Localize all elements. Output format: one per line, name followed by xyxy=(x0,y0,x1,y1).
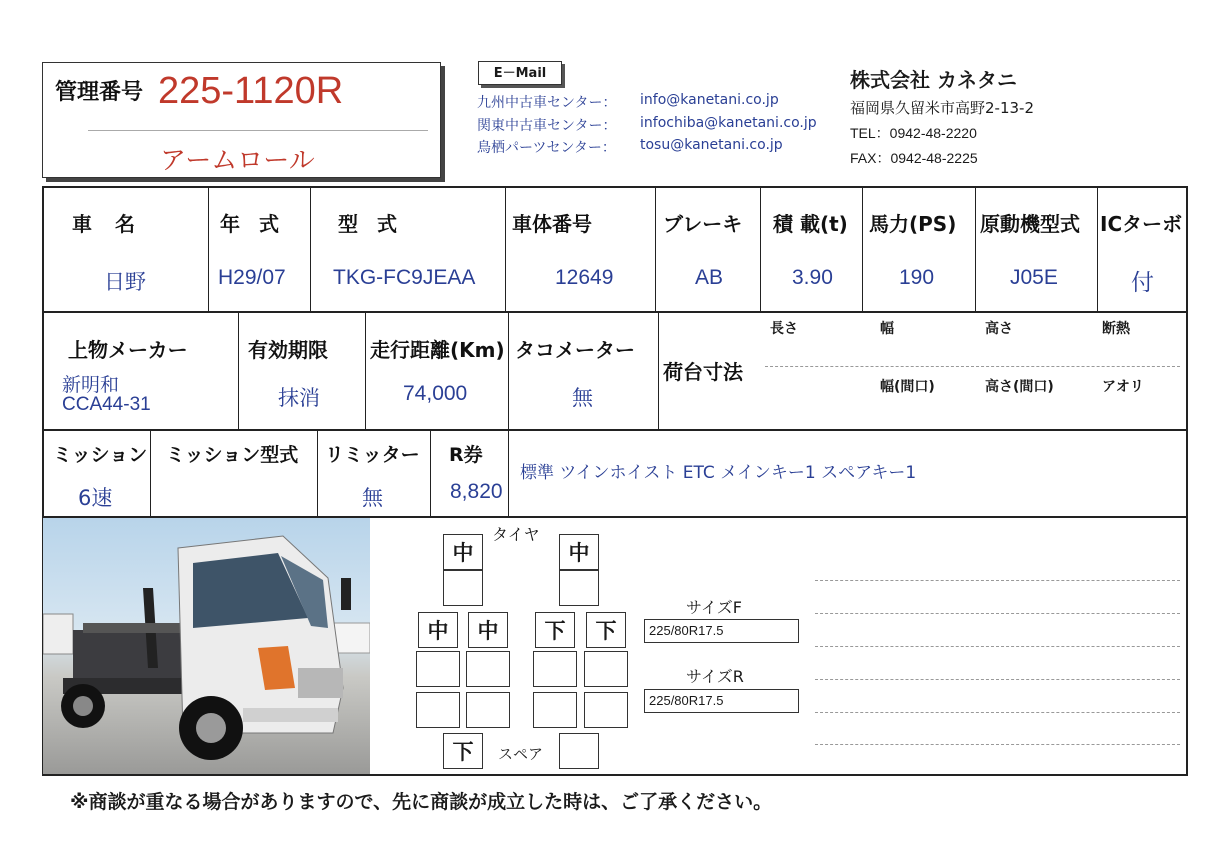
value-car-name: 日野 xyxy=(104,270,146,294)
center-email-tosu[interactable]: tosu@kanetani.co.jp xyxy=(640,137,783,153)
label-expiry: 有効期限 xyxy=(248,338,328,362)
value-r-ticket: 8,820 xyxy=(450,480,503,503)
r1-col-div xyxy=(862,186,863,311)
row-divider-2 xyxy=(42,429,1188,431)
tire-rear-blank xyxy=(533,651,577,687)
tire-rear-blank xyxy=(584,651,628,687)
value-horsepower: 190 xyxy=(899,266,935,289)
dim-insulation: 断熱 xyxy=(1102,321,1130,337)
body-type: アームロール xyxy=(160,146,315,176)
r3-col-div xyxy=(508,429,509,516)
value-ic-turbo: 付 xyxy=(1131,270,1154,296)
row-divider-1 xyxy=(42,311,1188,313)
tire-rear-right-outer: 下 xyxy=(586,612,626,648)
label-horsepower: 馬力(PS) xyxy=(869,212,957,236)
company-fax: FAX：0942-48-2225 xyxy=(850,150,978,166)
label-size-rear: サイズR xyxy=(686,667,744,686)
notes-line xyxy=(815,646,1180,647)
value-body-maker-line1: 新明和 xyxy=(62,374,120,396)
value-tachometer: 無 xyxy=(572,386,593,410)
dim-height: 高さ xyxy=(985,321,1013,337)
label-cargo-dimensions: 荷台寸法 xyxy=(663,360,743,384)
value-model-type: TKG-FC9JEAA xyxy=(333,266,476,289)
tire-rear-blank xyxy=(416,692,460,728)
center-email-kyushu[interactable]: info@kanetani.co.jp xyxy=(640,92,779,108)
label-brake: ブレーキ xyxy=(663,212,743,236)
center-email-kanto[interactable]: infochiba@kanetani.co.jp xyxy=(640,115,817,131)
notes-line xyxy=(815,744,1180,745)
label-model-year: 年 式 xyxy=(220,212,285,236)
label-transmission-type: ミッション型式 xyxy=(166,444,299,466)
value-brake: AB xyxy=(695,266,724,289)
label-spare: スペア xyxy=(498,745,544,763)
tire-rear-left-outer: 中 xyxy=(418,612,458,648)
center-name-kyushu: 九州中古車センター： xyxy=(477,95,617,111)
label-limiter: リミッター xyxy=(325,444,420,466)
r1-col-div xyxy=(505,186,506,311)
r2-col-div xyxy=(658,311,659,429)
value-engine-model: J05E xyxy=(1010,266,1058,289)
tire-rear-blank xyxy=(466,692,510,728)
label-model-type: 型 式 xyxy=(338,212,403,236)
r3-col-div xyxy=(430,429,431,516)
value-mileage: 74,000 xyxy=(403,382,468,405)
size-rear-box: 225/80R17.5 xyxy=(644,689,799,713)
cargo-dim-dashed-line xyxy=(765,366,1180,367)
label-transmission: ミッション xyxy=(53,444,148,466)
company-tel: TEL：0942-48-2220 xyxy=(850,125,977,141)
r1-col-div xyxy=(975,186,976,311)
management-number-label: 管理番号 xyxy=(55,80,144,105)
label-ic-turbo: ICターボ xyxy=(1100,212,1183,236)
label-r-ticket: R券 xyxy=(449,444,483,466)
dim-height-opening: 高さ(間口) xyxy=(985,379,1054,395)
value-expiry: 抹消 xyxy=(278,386,320,410)
dim-tailgate: アオリ xyxy=(1102,379,1144,395)
label-load-capacity: 積 載(t) xyxy=(773,212,848,236)
r1-col-div xyxy=(760,186,761,311)
tire-rear-blank xyxy=(466,651,510,687)
r1-col-div xyxy=(310,186,311,311)
tire-rear-right-inner: 下 xyxy=(535,612,575,648)
email-badge: E－Mail xyxy=(478,61,562,85)
label-car-name: 車 名 xyxy=(72,212,143,236)
notes-line xyxy=(815,679,1180,680)
tire-spare: 下 xyxy=(443,733,483,769)
value-chassis-number: 12649 xyxy=(555,266,614,289)
dim-length: 長さ xyxy=(770,321,798,337)
r2-col-div xyxy=(365,311,366,429)
dim-width-opening: 幅(間口) xyxy=(880,379,935,395)
label-mileage: 走行距離(Km) xyxy=(370,338,505,362)
company-address: 福岡県久留米市高野2-13-2 xyxy=(850,99,1034,117)
r2-col-div xyxy=(238,311,239,429)
r3-col-div xyxy=(317,429,318,516)
management-number: 225-1120R xyxy=(158,70,344,112)
footer-notice: ※商談が重なる場合がありますので、先に商談が成立した時は、ご了承ください。 xyxy=(70,791,773,813)
label-chassis-number: 車体番号 xyxy=(512,212,592,236)
equipment-notes: 標準 ツインホイスト ETC メインキー1 スペアキー1 xyxy=(520,463,917,483)
notes-line xyxy=(815,712,1180,713)
value-body-maker-line2: CCA44-31 xyxy=(62,394,151,415)
tire-front-left-blank xyxy=(443,570,483,606)
center-name-tosu: 鳥栖パーツセンター： xyxy=(477,140,616,156)
r1-col-div xyxy=(655,186,656,311)
tire-front-right-blank xyxy=(559,570,599,606)
size-front-box: 225/80R17.5 xyxy=(644,619,799,643)
label-size-front: サイズF xyxy=(686,598,742,617)
dim-width: 幅 xyxy=(880,321,894,337)
label-tachometer: タコメーター xyxy=(515,338,635,362)
tire-rear-blank xyxy=(584,692,628,728)
r1-col-div xyxy=(208,186,209,311)
tire-rear-left-inner: 中 xyxy=(468,612,508,648)
label-tire: タイヤ xyxy=(492,525,540,544)
notes-line xyxy=(815,613,1180,614)
value-load-capacity: 3.90 xyxy=(792,266,833,289)
tire-rear-blank xyxy=(416,651,460,687)
tire-rear-blank xyxy=(533,692,577,728)
tire-front-left: 中 xyxy=(443,534,483,570)
value-model-year: H29/07 xyxy=(218,266,286,289)
r2-col-div xyxy=(508,311,509,429)
tire-front-right: 中 xyxy=(559,534,599,570)
management-divider xyxy=(88,130,428,131)
value-limiter: 無 xyxy=(362,486,383,510)
value-transmission: 6速 xyxy=(78,486,113,510)
company-name: 株式会社 カネタニ xyxy=(850,68,1017,92)
r3-col-div xyxy=(150,429,151,516)
label-body-maker: 上物メーカー xyxy=(68,338,188,362)
center-name-kanto: 関東中古車センター： xyxy=(477,118,617,134)
truck-photo xyxy=(43,518,370,774)
r1-col-div xyxy=(1097,186,1098,311)
label-engine-model: 原動機型式 xyxy=(980,212,1080,236)
notes-line xyxy=(815,580,1180,581)
tire-spare-blank xyxy=(559,733,599,769)
